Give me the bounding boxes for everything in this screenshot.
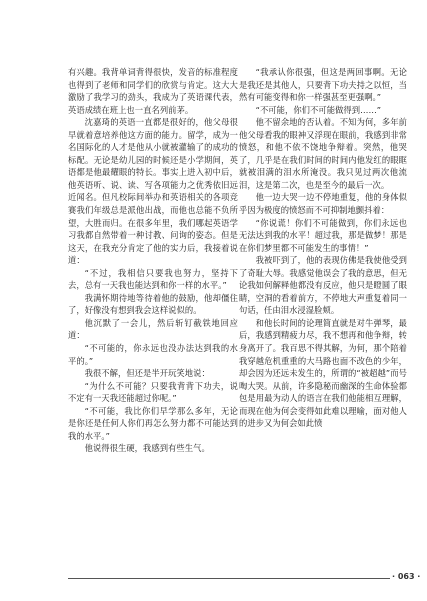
right-text-column bbox=[239, 66, 407, 430]
paragraph: 和他长时间的论理简直就是对牛弹琴，最后，我感到精疲力尽，我不想再和他争辩，转身离开了。我百思不得其解，为何，那个陪着我穿越危机重重的大马路也面不改色的少年，却会因为还远未发生的，所谓的“被超越”而号啕大哭。从前，许多隐秘而幽深的生命体验都包是用最为动人的语言在我们他能相互理解，而现在他为何会变得如此难以理喻，面对他人的进步又为何会如此愤 bbox=[239, 317, 407, 429]
paragraph: “不可能，我比你们早学那么多年，无论是你还是任何人你们再怎么努力都不可能达到我的水平。” bbox=[68, 405, 238, 441]
paragraph: 我很不解，但还是半开玩笑地说： bbox=[84, 368, 210, 379]
paragraph: 我被吓到了，他的表现仿佛是我使他受到了奇耻大辱。我感觉他误会了我的意思，但无论我如何解释他都没有反应，他只是瞪圆了眼睛，空洞的看着前方，不停地大声重复着同一句话，任由泪水浸湿脸颊。 bbox=[239, 255, 407, 316]
page-number: · 063 · bbox=[392, 572, 421, 581]
paragraph: “你说谎！你们不可能做到，你们永远也无法达到我的水平！超过我，那是做梦！那是在你们梦里都不可能发生的事情！” bbox=[239, 217, 407, 253]
paragraph: 他沉默了一会儿，然后斩钉截铁地回应道： bbox=[68, 317, 238, 341]
paragraph: “为什么不可能？只要我背背下功夫，说不定有一天我还能超过你呢。” bbox=[68, 380, 238, 404]
footer-divider bbox=[68, 578, 390, 579]
left-text-column bbox=[68, 66, 238, 455]
paragraph: “不可能，你们不可能做得到……” bbox=[255, 104, 382, 115]
paragraph: 我满怀期待地等待着他的鼓励，他却僵住了，好像没有想到我会这样说似的。 bbox=[68, 292, 238, 316]
paragraph: “不可能的，你永远也没办法达到我的水平的。” bbox=[68, 343, 238, 366]
paragraph: 有兴趣。我背单词背得很快，发音的标准程度也得到了老师和同学们的欣赏与肯定。这大大激励了我学习的劲头，我成为了英语课代表，英语成绩在班上也一直名列前茅。 bbox=[68, 67, 238, 115]
paragraph: “不过，我相信只要我也努力，坚持下去，总有一天我也能达到和你一样的水平。” bbox=[68, 267, 238, 291]
paragraph: 他说得很生硬，我感到有些生气。 bbox=[84, 443, 210, 454]
paragraph: 他一边大哭一边不停地重复，他的身体似乎因为极度的愤怒而不可抑制地颤抖着： bbox=[239, 192, 407, 216]
paragraph: 沈嘉琦的英语一直都是很好的，他父母很早就着意培养他这方面的能力。留学，成为一名国际化的人才是他从小就被灌输了的成功的标配。无论是幼儿园的时候还是小学期间，英语都是他最耀眼的特长。事实上进入初中后，他英语听、说、读、写各项能力之优秀依旧远近闻名。但凡校际间举办和英语相关的各项竞赛我们年级总是派他出战，而他也总能不负所望，大胜而归。在很多年里，我们哪起英语学习我都自然带着一种讨教、问询的姿态。但是这天，在我充分肯定了他的实力后，我接着说道： bbox=[68, 117, 238, 266]
paragraph: “我承认你很强，但这是两回事啊。无论是我还是其他人，只要背下功夫持之以恒，当然有可能变得和你一样强甚至更强啊。” bbox=[239, 67, 407, 103]
paragraph: 他不留余地的否认着。不知为何，多年前他父母看我的眼神又浮现在眼前，我感到非常愤怒，和他不依不饶地争辩着。突然，他哭了，几乎是在我们时间的时间内他发红的眼眶就被泪满的泪水所淹没。我只见过两次他流泪，这是第二次，也是至今的最后一次。 bbox=[239, 117, 407, 190]
